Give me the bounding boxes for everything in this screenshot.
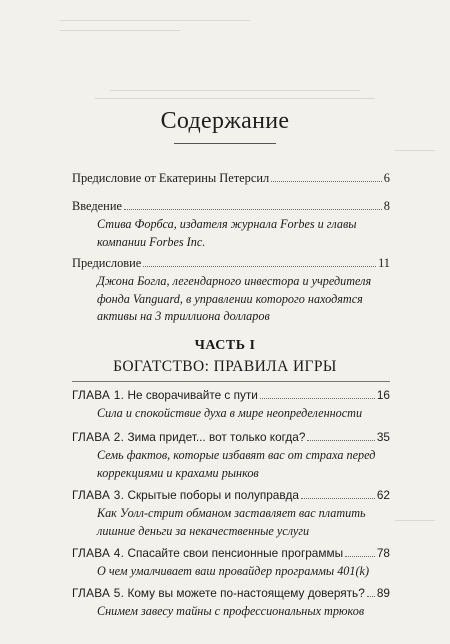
chapter-title: Кому вы можете по-настоящему доверять?: [127, 586, 365, 600]
toc-chapter-1[interactable]: [72, 386, 390, 423]
part-title: БОГАТСТВО: ПРАВИЛА ИГРЫ: [113, 358, 337, 375]
toc-page-number: 6: [383, 171, 390, 185]
bleed-through-line: [395, 520, 435, 521]
toc-entry-subtitle: Джона Богла, легендарного инвестора и учредителя фонда Vanguard, в управлении которого находятся активы на 3 триллиона долларов: [97, 274, 372, 323]
chapter-subtitle: Семь фактов, которые избавят вас от страха перед коррекциями и крахами рынков: [97, 448, 376, 480]
chapter-number: ГЛАВА 4.: [72, 546, 125, 560]
dot-leader: [260, 398, 375, 399]
chapter-number: ГЛАВА 5.: [72, 586, 125, 600]
toc-chapter-5[interactable]: [72, 584, 390, 621]
bleed-through-line: [110, 90, 360, 91]
chapter-number: ГЛАВА 1.: [72, 388, 125, 402]
chapter-title: Спасайте свои пенсионные программы: [127, 546, 344, 560]
toc-entry-label: Предисловие: [72, 256, 142, 270]
dot-leader: [271, 181, 382, 182]
toc-chapter-4[interactable]: [72, 544, 390, 581]
part-divider: [72, 381, 390, 382]
bleed-through-line: [395, 150, 435, 151]
chapter-subtitle: О чем умалчивает ваш провайдер программы 401(k): [97, 564, 370, 578]
toc-chapter-3[interactable]: [72, 486, 390, 540]
toc-entry-label: Предисловие от Екатерины Петерсил: [72, 171, 270, 185]
toc-entry-label: Введение: [72, 199, 122, 213]
toc-entry-subtitle: Стива Форбса, издателя журнала Forbes и главы компании Forbes Inc.: [97, 217, 357, 249]
toc-page-number: 16: [376, 388, 390, 402]
chapter-subtitle: Снимем завесу тайны с профессиональных трюков: [97, 604, 365, 618]
toc-entry-foreword-petersil[interactable]: [72, 169, 390, 188]
toc-page-number: 89: [376, 586, 390, 600]
chapter-title: Скрытые поборы и полуправда: [127, 488, 299, 502]
chapter-title: Зима придет... вот только когда?: [127, 430, 306, 444]
chapter-title: Не сворачивайте с пути: [127, 388, 258, 402]
chapter-subtitle: Сила и спокойствие духа в мире неопределенности: [97, 406, 363, 420]
toc-page-number: 62: [376, 488, 390, 502]
bleed-through-line: [95, 98, 375, 99]
toc-page-number: 78: [376, 546, 390, 560]
dot-leader: [124, 209, 382, 210]
part-number: ЧАСТЬ I: [194, 338, 256, 353]
toc-entry-introduction[interactable]: [72, 197, 390, 251]
page-title: Содержание: [160, 108, 290, 134]
title-underline: [174, 143, 276, 144]
toc-chapter-2[interactable]: [72, 428, 390, 482]
bleed-through-line: [60, 20, 250, 21]
chapter-number: ГЛАВА 2.: [72, 430, 125, 444]
dot-leader: [307, 440, 374, 441]
toc-page-number: 11: [378, 256, 390, 270]
bleed-through-line: [60, 30, 180, 31]
dot-leader: [367, 596, 375, 597]
chapter-number: ГЛАВА 3.: [72, 488, 125, 502]
dot-leader: [143, 266, 376, 267]
chapter-subtitle: Как Уолл-стрит обманом заставляет вас платить лишние деньги за некачественные услуги: [97, 506, 366, 538]
dot-leader: [345, 556, 375, 557]
toc-page-number: 35: [376, 430, 390, 444]
toc-page-number: 8: [383, 199, 390, 213]
dot-leader: [301, 498, 375, 499]
toc-entry-foreword-bogle[interactable]: [72, 254, 390, 326]
